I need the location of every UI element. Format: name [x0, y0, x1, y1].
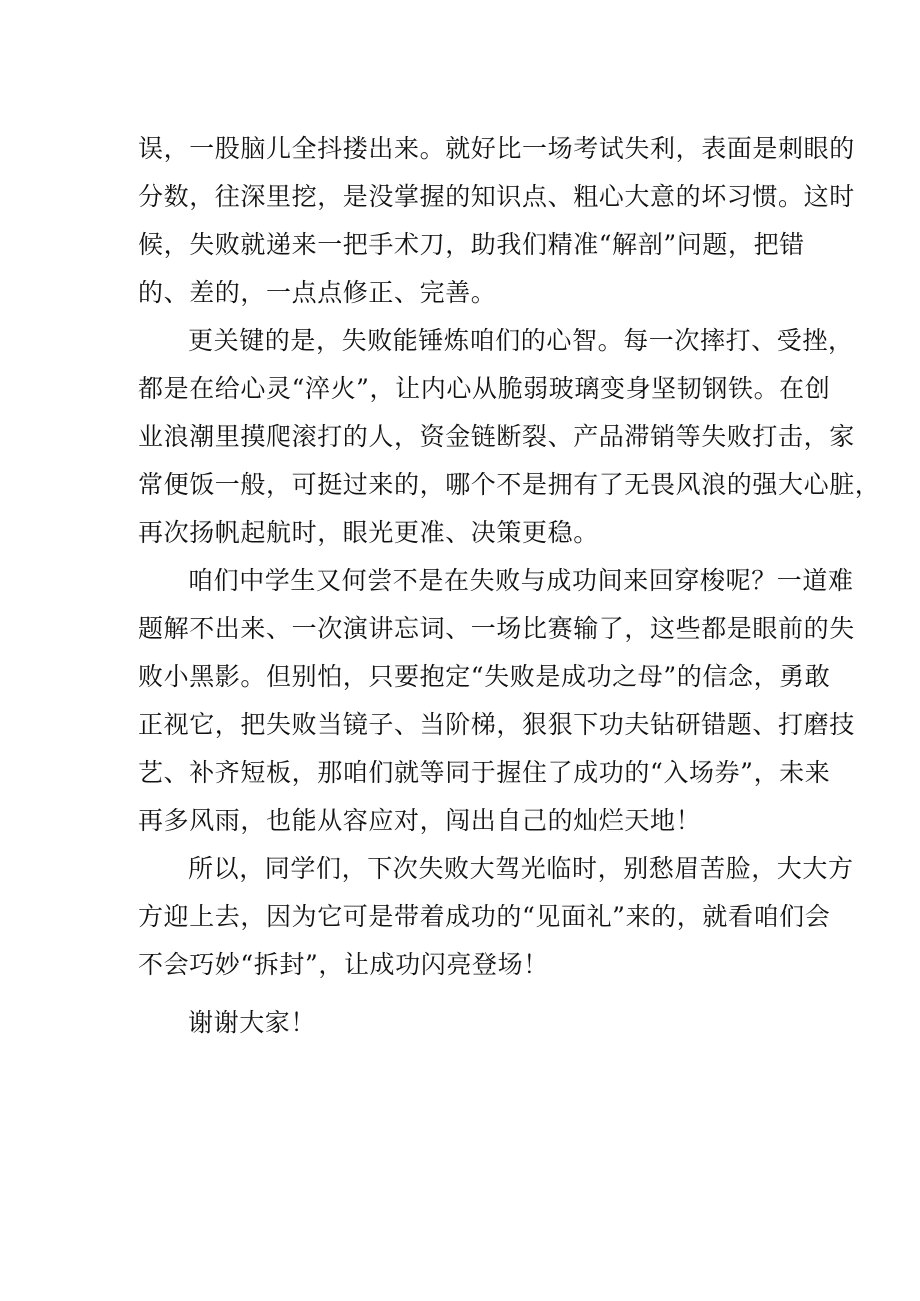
paragraph-4-line-1: 所以，同学们，下次失败大驾光临时，别愁眉苦脸，大大方	[188, 854, 854, 883]
paragraph-2-line-5: 再次扬帆起航时，眼光更准、决策更稳。	[138, 518, 599, 547]
paragraph-3-line-2: 题解不出来、一次演讲忘词、一场比赛输了，这些都是眼前的失	[138, 614, 855, 643]
paragraph-3-line-3: 败小黑影。但别怕，只要抱定“失败是成功之母”的信念，勇敢	[138, 662, 831, 691]
paragraph-1-line-4: 的、差的，一点点修正、完善。	[138, 278, 497, 307]
paragraph-3-line-5: 艺、补齐短板，那咱们就等同于握住了成功的“入场券”，未来	[138, 758, 831, 787]
paragraph-2-line-3: 业浪潮里摸爬滚打的人，资金链断裂、产品滞销等失败打击，家	[138, 422, 855, 451]
paragraph-3-line-4: 正视它，把失败当镜子、当阶梯，狠狠下功夫钻研错题、打磨技	[138, 710, 855, 739]
paragraph-1-line-2: 分数，往深里挖，是没掌握的知识点、粗心大意的坏习惯。这时	[138, 182, 855, 211]
paragraph-2-line-1: 更关键的是，失败能锤炼咱们的心智。每一次摔打、受挫，	[188, 326, 854, 355]
paragraph-3-line-1: 咱们中学生又何尝不是在失败与成功间来回穿梭呢？一道难	[188, 566, 854, 595]
paragraph-4-line-3: 不会巧妙“拆封”，让成功闪亮登场！	[138, 950, 549, 979]
paragraph-2-line-4: 常便饭一般，可挺过来的，哪个不是拥有了无畏风浪的强大心脏，	[138, 470, 881, 499]
closing-thanks: 谢谢大家！	[188, 1008, 317, 1037]
paragraph-1-line-1: 误，一股脑儿全抖搂出来。就好比一场考试失利，表面是刺眼的	[138, 134, 855, 163]
paragraph-4-line-2: 方迎上去，因为它可是带着成功的“见面礼”来的，就看咱们会	[138, 902, 831, 931]
paragraph-2-line-2: 都是在给心灵“淬火”，让内心从脆弱玻璃变身坚韧钢铁。在创	[138, 374, 831, 403]
paragraph-1-line-3: 候，失败就递来一把手术刀，助我们精准“解剖”问题，把错	[138, 230, 805, 259]
paragraph-3-line-6: 再多风雨，也能从容应对，闯出自己的灿烂天地！	[138, 806, 702, 835]
